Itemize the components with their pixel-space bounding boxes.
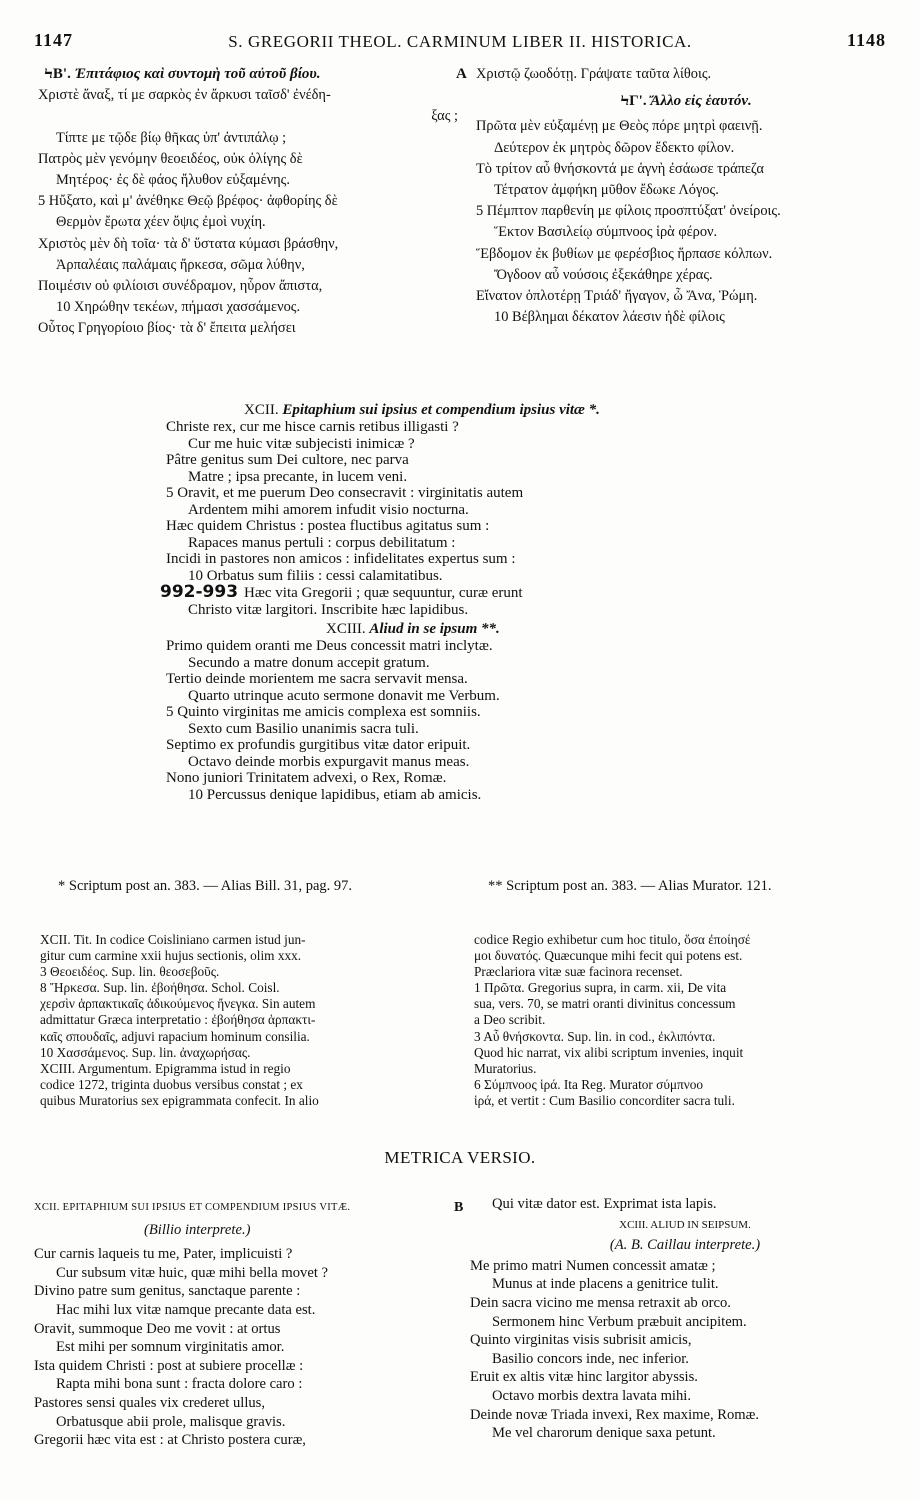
latin-line: Octavo deinde morbis expurgavit manus meas.	[188, 753, 470, 770]
greek-line: Ἕκτον Βασιλείῳ σύμπνοος ἱρὰ φέρον.	[494, 224, 718, 241]
metrica-versio-title: METRICA VERSIO.	[384, 1148, 536, 1167]
note-line: ἱρά, et vertit : Cum Basilio concorditer sacra tuli.	[474, 1092, 735, 1108]
latin-poem-lines	[166, 638, 866, 803]
greek-line: ξας ;	[431, 108, 458, 125]
latin-heading-text: Aliud in se ipsum **.	[369, 621, 500, 637]
greek-line: Θερμὸν ἔρωτα χέεν ὄψις ἐμοὶ νυχίη.	[56, 214, 266, 231]
metrica-heading-93: XCIII. ALIUD IN SEIPSUM.	[619, 1218, 751, 1231]
note-line: Præclariora vitæ suæ facinora recenset.	[474, 964, 683, 980]
latin-heading-text: Epitaphium sui ipsius et compendium ipsius vitæ *.	[282, 402, 600, 418]
note-line: Quod hic narrat, vix alibi scriptum invenies, inquit	[474, 1044, 744, 1060]
note-line: codice Regio exhibetur cum hoc titulo, ὅσα ἐποίησέ	[474, 932, 751, 947]
latin-heading-93	[166, 620, 866, 638]
running-title: S. GREGORII THEOL. CARMINUM LIBER II. HISTORICA.	[228, 32, 692, 51]
latin-line: Matre ; ipsa precante, in lucem veni.	[188, 468, 408, 485]
latin-line-text: Hæc vita Gregorii ; quæ sequuntur, curæ erunt	[244, 585, 523, 601]
note-line: μοι δυνατός. Quæcunque mihi fecit qui potens est.	[474, 948, 743, 964]
latin-line: Incidi in pastores non amicos : infidelitates expertus sum :	[166, 551, 516, 567]
latin-line: Pâtre genitus sum Dei cultore, nec parva	[166, 452, 409, 468]
greek-line: Οὗτος Γρηγορίοιο βίος· τὰ δ' ἔπειτα μελήσει	[38, 320, 296, 337]
greek-heading-text: Ἄλλο εἰς ἑαυτόν.	[650, 93, 752, 110]
metrica-line: Cur carnis laqueis tu me, Pater, implicuisti ?	[34, 1246, 293, 1263]
greek-poem-lines	[476, 116, 896, 328]
latin-line: Ardentem mihi amorem infudit visio nocturna.	[188, 501, 469, 518]
greek-line: 10 Χηρώθην τεκέων, πήμασι χασσάμενος.	[56, 299, 301, 316]
metrica-left-column	[34, 1197, 474, 1450]
note-line: gitur cum carmine xxii hujus sectionis, olim xxx.	[40, 948, 302, 964]
greek-line: Χριστῷ ζωοδότῃ. Γράψατε ταῦτα λίθοις.	[476, 66, 712, 82]
latin-heading-number: XCIII.	[326, 621, 366, 637]
metrica-line: Deinde novæ Triada invexi, Rex maxime, Romæ.	[470, 1406, 760, 1423]
running-header	[34, 30, 886, 54]
greek-line: Πατρὸς μὲν γενόμην θεοειδέος, οὐκ ὀλίγης δὲ	[38, 150, 303, 167]
note-line: χερσὶν ἁρπακτικαῖς ἀδικούμενος ἤνεγκα. Sin autem	[40, 996, 316, 1012]
greek-poem-lines	[38, 85, 458, 339]
metrica-line: Orbatusque abii prole, malisque gravis.	[56, 1413, 286, 1430]
metrica-line: Ista quidem Christi : post at subiere procellæ :	[34, 1357, 304, 1374]
greek-heading-number: ϞΓ'.	[620, 93, 647, 110]
note-line: 1 Πρῶτα. Gregorius supra, in carm. xii, De vita	[474, 980, 727, 996]
metrica-line: Quinto virginitas visis subrisit amicis,	[470, 1332, 692, 1349]
greek-line: Μητέρος· ἐς δὲ φάος ἤλυθον εὐξαμένης.	[56, 172, 290, 189]
note-line: 10 Χασσάμενος. Sup. lin. ἀναχωρήσας.	[40, 1044, 251, 1060]
note-line: a Deo scribit.	[474, 1012, 546, 1028]
metrica-line: Est mihi per somnum virginitatis amor.	[56, 1339, 285, 1356]
latin-line: Rapaces manus pertuli : corpus debilitatum :	[188, 534, 456, 551]
latin-translation-92	[160, 401, 866, 803]
greek-line: Ὄγδοον αὖ νούσοις ἐξεκάθηρε χέρας.	[494, 266, 713, 283]
latin-line: Christo vitæ largitori. Inscribite hæc lapidibus.	[188, 601, 469, 618]
metrica-line: Munus at inde placens a genitrice tulit.	[492, 1276, 719, 1293]
greek-line: 10 Βέβλημαι δέκατον λάεσιν ἠδὲ φίλοις	[494, 309, 725, 326]
greek-line: Τέτρατον ἀμφήκη μῦθον ἔδωκε Λόγος.	[494, 182, 719, 199]
latin-line: Cur me huic vitæ subjecisti inimicæ ?	[188, 435, 415, 452]
metrica-line: Basilio concors inde, nec inferior.	[492, 1350, 689, 1367]
note-line: καῖς σπουδαῖς, adjuvi rapacium hominum consilia.	[40, 1028, 310, 1044]
greek-line: Ἀρπαλέαις παλάμαις ἤρκεσα, σῶμα λύθην,	[56, 256, 305, 273]
latin-line: Primo quidem oranti me Deus concessit matri inclytæ.	[166, 638, 493, 654]
critical-notes-right	[474, 932, 890, 1109]
metrica-line: Gregorii hæc vita est : at Christo postera curæ,	[34, 1432, 306, 1449]
latin-line: Quarto utrinque acuto sermone donavit me Verbum.	[188, 687, 500, 704]
greek-column-left	[38, 64, 467, 340]
latin-line-with-column-number	[160, 584, 866, 602]
note-line: codice 1272, triginta duobus versibus constat ; ex	[40, 1076, 303, 1092]
latin-line: Sexto cum Basilio unanimis sacra tuli.	[188, 720, 419, 737]
footnote-left: * Scriptum post an. 383. — Alias Bill. 31, pag. 97.	[58, 878, 353, 894]
greek-line: Τίπτε με τῷδε βίῳ θῆκας ὑπ' ἀντιπάλῳ ;	[56, 129, 287, 146]
metrica-line: Me primo matri Numen concessit amatæ ;	[470, 1257, 716, 1274]
latin-line: Nono juniori Trinitatem advexi, o Rex, Romæ.	[166, 770, 447, 786]
note-line: XCIII. Argumentum. Epigramma istud in regio	[40, 1060, 291, 1076]
note-line: Muratorius.	[474, 1060, 537, 1076]
column-number: 992-993	[160, 582, 239, 602]
latin-line: Secundo a matre donum accepit gratum.	[188, 654, 430, 671]
note-line: 8 Ἤρκεσα. Sup. lin. ἐβοήθησα. Schol. Coisl.	[40, 980, 280, 996]
metrica-line: Eruit ex altis vitæ hinc largitor abyssis.	[470, 1369, 698, 1386]
metrica-line: Qui vitæ dator est. Exprimat ista lapis.	[492, 1196, 717, 1212]
greek-column-right	[476, 64, 896, 328]
greek-line: Δεύτερον ἐκ μητρὸς δῶρον ἔδεκτο φίλον.	[494, 139, 735, 156]
metrica-line: Octavo morbis dextra lavata mihi.	[492, 1387, 691, 1404]
greek-line: 5 Ηὔξατο, καὶ μ' ἀνέθηκε Θεῷ βρέφος· ἀφθορίης δὲ	[38, 193, 338, 210]
latin-heading-92	[166, 401, 866, 419]
metrica-interpreter: (Billio interprete.)	[144, 1221, 251, 1238]
latin-line: 5 Oravit, et me puerum Deo consecravit : virginitatis autem	[166, 485, 524, 501]
metrica-line: Oravit, summoque Deo me vovit : at ortus	[34, 1320, 281, 1337]
note-line: 3 Αὖ θνήσκοντα. Sup. lin. in cod., ἐκλιπόντα.	[474, 1028, 716, 1044]
greek-line: Χριστὲ ἄναξ, τί με σαρκὸς ἐν ἄρκυσι ταῖσδ' ἐνέδη-	[38, 87, 331, 104]
note-line: XCII. Tit. In codice Coisliniano carmen istud jun-	[40, 932, 306, 947]
metrica-line: Divino patre sum genitus, sanctaque parente :	[34, 1283, 301, 1300]
greek-line: Ἕβδομον ἐκ βυθίων με φερέσβιος ἥρπασε κόλπων.	[476, 245, 773, 262]
metrica-line: Rapta mihi bona sunt : fracta dolore caro :	[56, 1376, 303, 1393]
latin-line: 10 Orbatus sum filiis : cessi calamitatibus.	[188, 567, 443, 584]
metrica-heading-92	[34, 1197, 474, 1218]
metrica-poem-lines	[470, 1257, 900, 1443]
metrica-line: Me vel charorum denique saxa petunt.	[492, 1425, 716, 1442]
note-line: sua, vers. 70, se matri oranti divinitus concessum	[474, 996, 736, 1012]
greek-line: Τὸ τρίτον αὖ θνήσκοντά με ἁγνὴ ἐσάωσε τράπεζα	[476, 160, 764, 177]
latin-line: Hæc quidem Christus : postea fluctibus agitatus sum :	[166, 518, 490, 534]
greek-heading-number: ϞΒ'.	[44, 66, 71, 82]
latin-line: Christe rex, cur me hisce carnis retibus illigasti ?	[166, 419, 459, 435]
note-line: 6 Σύμπνοος ἱρά. Ita Reg. Murator σύμπνοο	[474, 1076, 704, 1092]
metrica-line: Dein sacra vicino me mensa retraxit ab orco.	[470, 1294, 731, 1311]
greek-line: 5 Πέμπτον παρθενίη με φίλοις προσπτύξατ' ὀνείροις.	[476, 203, 781, 220]
latin-poem-lines	[166, 419, 866, 584]
metrica-poem-lines	[34, 1245, 474, 1450]
metrica-line: Hac mihi lux vitæ namque precante data est.	[56, 1301, 316, 1318]
greek-line: Πρῶτα μὲν εὐξαμένῃ με Θεὸς πόρε μητρὶ φαεινῇ.	[476, 118, 763, 135]
note-line: admittatur Græca interpretatio : ἐβοήθησα ἁρπακτι-	[40, 1012, 316, 1028]
note-line: 3 Θεοειδέος. Sup. lin. θεοσεβοῦς.	[40, 964, 220, 980]
footnote-right: ** Scriptum post an. 383. — Alias Murator. 121.	[488, 878, 772, 894]
metrica-line: Sermonem hinc Verbum præbuit ancipitem.	[492, 1313, 747, 1330]
note-line: quibus Muratorius sex epigrammata confecit. In alio	[40, 1092, 319, 1108]
greek-poem-ending	[476, 64, 896, 85]
latin-heading-number: XCII.	[244, 402, 279, 418]
metrica-line: Pastores sensi quales vix crederet ullus,	[34, 1394, 266, 1411]
latin-line: 5 Quinto virginitas me amicis complexa est somniis.	[166, 704, 481, 720]
latin-line: Septimo ex profundis gurgitibus vitæ dator eripuit.	[166, 737, 471, 753]
greek-line: Χριστὸς μὲν δὴ τοῖα· τὰ δ' ὕστατα κύμασι βράσθην,	[38, 235, 339, 252]
greek-heading-text: Ἐπιτάφιος καὶ συντομὴ τοῦ αὐτοῦ βίου.	[74, 66, 321, 82]
metrica-line: Cur subsum vitæ huic, quæ mihi bella movet ?	[56, 1264, 328, 1281]
metrica-interpreter: (A. B. Caillau interprete.)	[609, 1237, 761, 1254]
greek-heading-93	[476, 91, 896, 112]
page-number-right: 1148	[846, 30, 886, 50]
greek-line: Εἴνατον ὁπλοτέρῃ Τριάδ' ἤγαγον, ὦ Ἄνα, Ῥώμη.	[476, 288, 758, 305]
column-marker-a: A	[456, 66, 467, 82]
metrica-right-column	[470, 1195, 900, 1443]
column-marker-b: B	[454, 1200, 464, 1215]
latin-line: 10 Percussus denique lapidibus, etiam ab amicis.	[188, 786, 482, 803]
page-number-left: 1147	[34, 30, 74, 50]
critical-notes-left	[40, 932, 450, 1109]
latin-line: Tertio deinde morientem me sacra servavit mensa.	[166, 671, 468, 687]
greek-line: Ποιμέσιν οὐ φιλίοισι συνέδραμον, ηὗρον ἄπιστα,	[38, 278, 323, 295]
greek-heading-92	[38, 64, 467, 85]
metrica-heading-text: XCII. EPITAPHIUM SUI IPSIUS ET COMPENDIUM IPSIUS VITÆ.	[34, 1202, 351, 1213]
